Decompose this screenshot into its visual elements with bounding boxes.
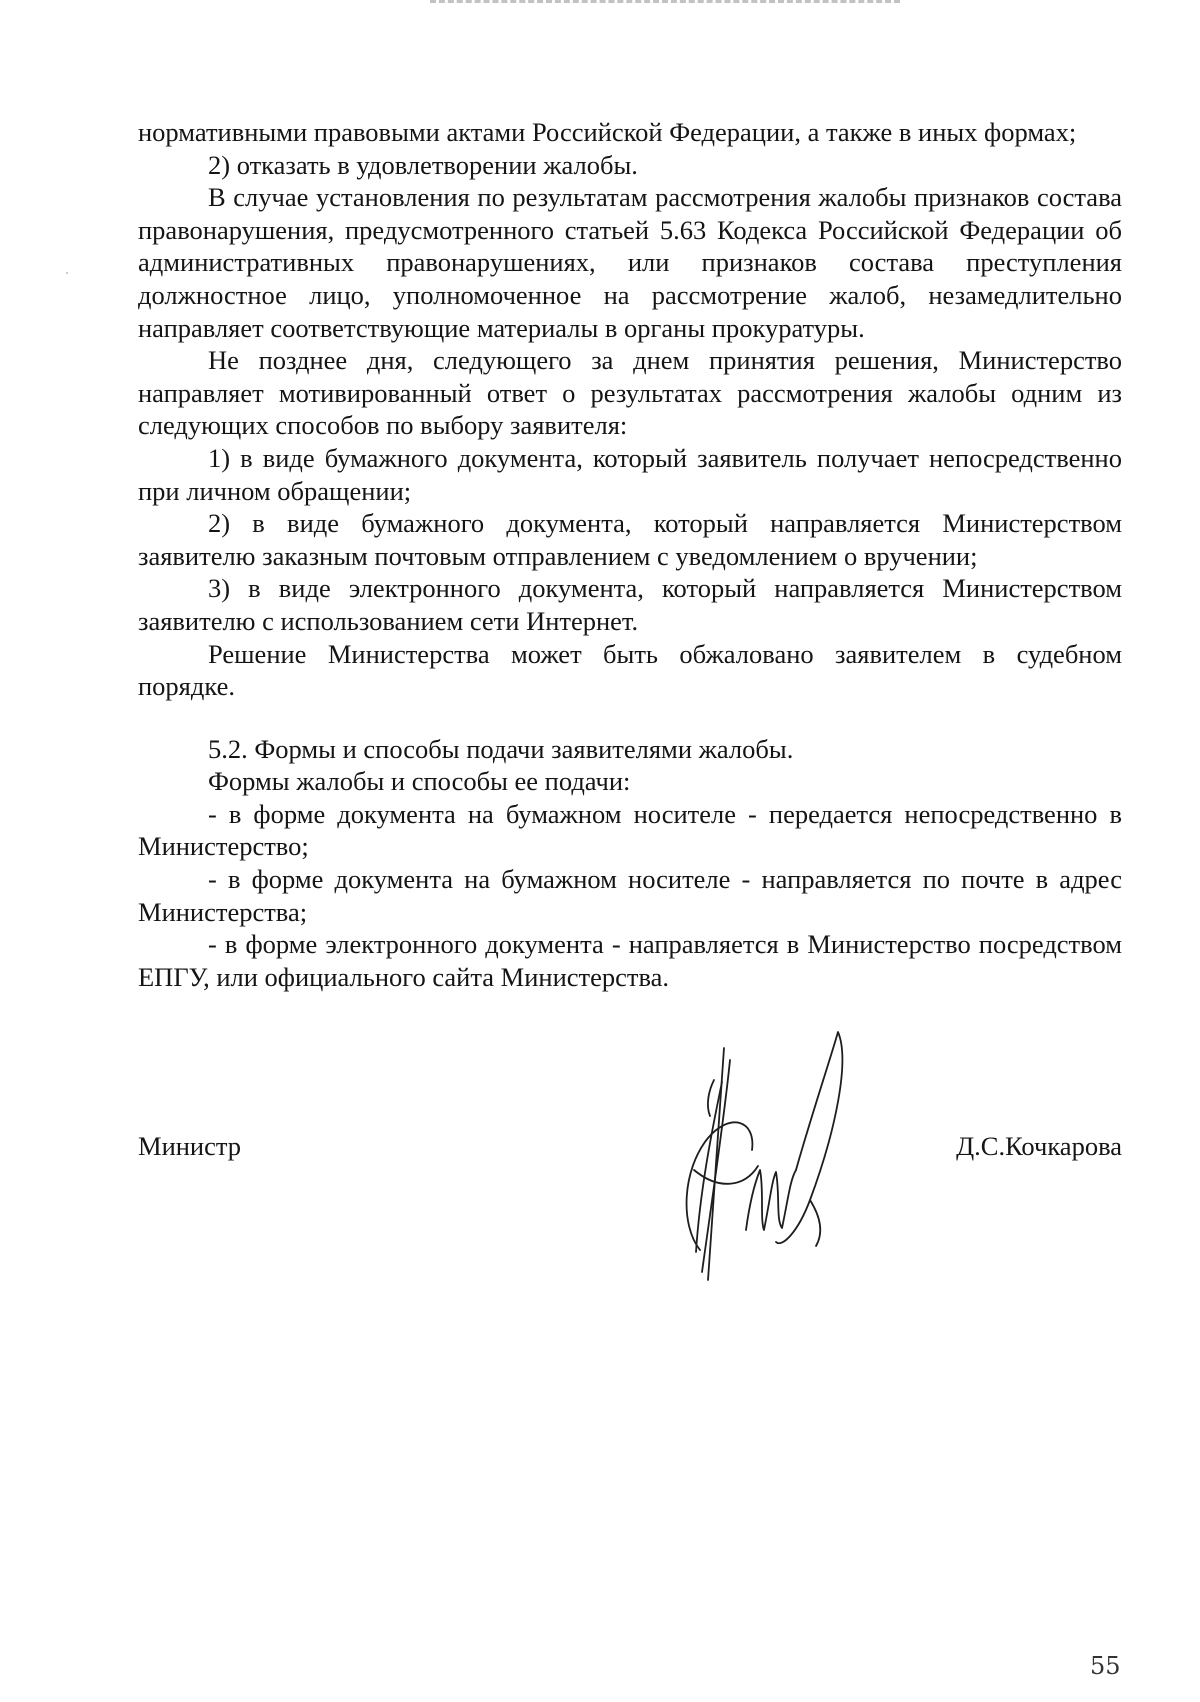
paragraph-continuation: нормативными правовыми актами Российской Федерации, а также в иных формах; — [138, 117, 1077, 147]
list-item-form-post: - в форме документа на бумажном носителе - направляется по почте в адрес Министерства; — [138, 864, 1122, 927]
list-item-electronic: 3) в виде электронного документа, который направляется Министерством заявителю с использованием сети Интернет. — [138, 573, 1122, 636]
list-item-paper-mail: 2) в виде бумажного документа, который направляется Министерством заявителю заказным почтовым отправлением с уведомлением о вручении; — [138, 508, 1122, 571]
signatory-name: Д.С.Кочкарова — [956, 1131, 1122, 1161]
page-number: 55 — [1090, 1652, 1121, 1680]
paragraph-response: Не позднее дня, следующего за днем принятия решения, Министерство направляет мотивированный ответ о результатах рассмотрения жалобы одним из следующих способов по выбору заявителя: — [138, 345, 1122, 441]
scan-edge-mark — [430, 0, 900, 9]
scan-speck — [66, 272, 68, 274]
paragraph-violation: В случае установления по результатам рассмотрения жалобы признаков состава правонарушения, предусмотренного статьей 5.63 Кодекса Российской Федерации об административных правонарушениях, или признаков состава преступления должностное лицо, уполномоченное на рассмотрение жалоб, незамедлительно направляет соответствующие материалы в органы прокуратуры. — [138, 182, 1122, 343]
paragraph-forms-intro: Формы жалобы и способы ее подачи: — [208, 766, 631, 797]
document-body — [138, 116, 1122, 993]
list-item-paper-personal: 1) в виде бумажного документа, который заявитель получает непосредственно при личном обращении; — [138, 442, 1122, 506]
handwritten-signature — [660, 1020, 860, 1290]
list-item-form-direct: - в форме документа на бумажном носителе - передается непосредственно в Министерство; — [138, 798, 1122, 862]
signature-block — [138, 1118, 1122, 1178]
section-heading-5-2: 5.2. Формы и способы подачи заявителями жалобы. — [208, 733, 794, 764]
paragraph-refuse: 2) отказать в удовлетворении жалобы. — [208, 149, 638, 180]
paragraph-appeal: Решение Министерства может быть обжаловано заявителем в судебном порядке. — [138, 638, 1122, 702]
signatory-title: Министр — [138, 1131, 242, 1161]
list-item-form-electronic: - в форме электронного документа - направляется в Министерство посредством ЕПГУ, или официального сайта Министерства. — [138, 929, 1122, 992]
